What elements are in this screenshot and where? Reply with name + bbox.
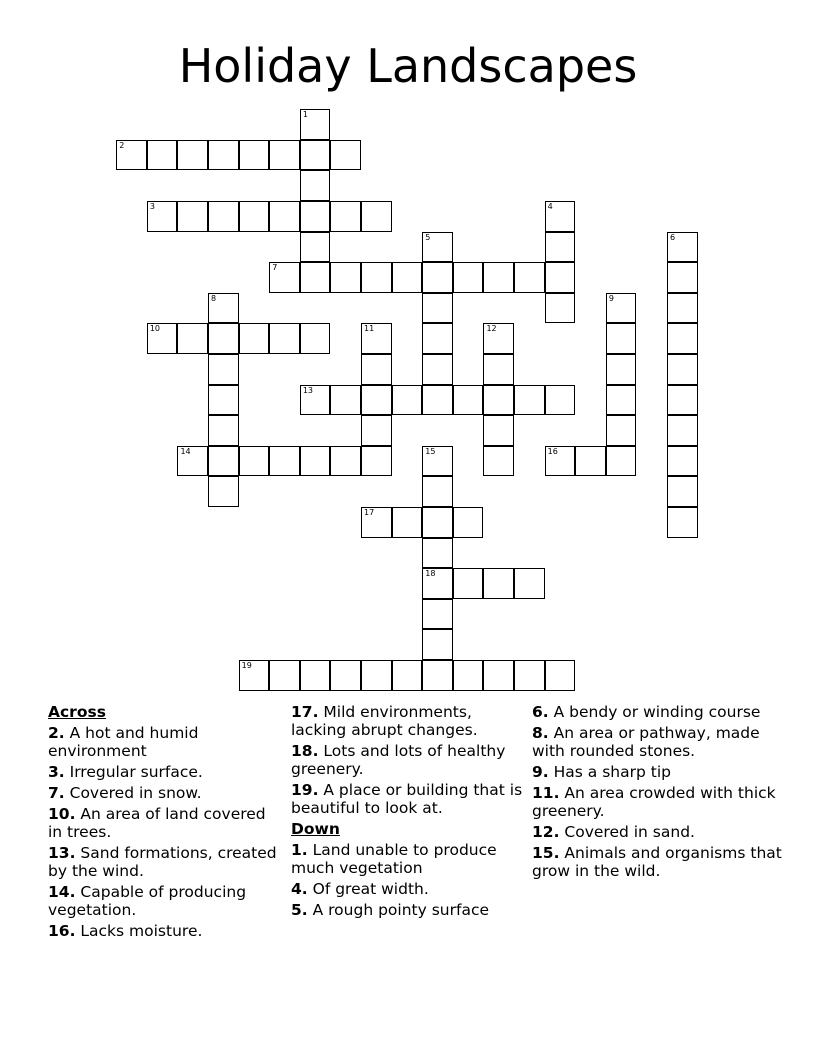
clue-number: 16 (547, 446, 558, 456)
clues-column-2 (291, 703, 531, 922)
grid-cell[interactable] (300, 385, 331, 416)
grid-cell[interactable] (330, 446, 361, 477)
clue-down-item (532, 763, 782, 781)
clue-across-item (291, 742, 531, 778)
grid-cell[interactable] (330, 660, 361, 691)
clue-across-item (48, 763, 283, 781)
grid-cell[interactable] (422, 354, 453, 385)
clue-number: 13 (302, 385, 314, 395)
clue-number: 16. (48, 922, 76, 940)
clue-number: 3. (48, 763, 65, 781)
clue-down-item (532, 784, 782, 820)
clue-text: Has a sharp tip (553, 763, 671, 781)
clue-number: 19 (241, 661, 252, 671)
grid-cell[interactable] (392, 660, 423, 691)
clue-number: 1. (291, 841, 308, 859)
grid-cell[interactable] (422, 660, 453, 691)
clue-text: Lacks moisture. (80, 922, 203, 940)
clue-text: Land unable to produce much vegetation (291, 841, 497, 877)
puzzle-title: Holiday Landscapes (178, 39, 638, 93)
clue-number: 8. (532, 724, 549, 742)
grid-cell[interactable] (208, 415, 239, 446)
grid-cell[interactable] (239, 446, 270, 477)
clue-text: A place or building that is beautiful to look at. (291, 781, 523, 817)
clue-text: A hot and humid environment (48, 724, 199, 760)
clue-down-item (532, 703, 782, 721)
grid-cell[interactable] (667, 293, 698, 324)
clue-number: 7 (272, 263, 278, 273)
clue-text: A bendy or winding course (553, 703, 761, 721)
grid-cell[interactable] (239, 660, 270, 691)
clue-number: 14 (180, 446, 191, 456)
grid-cell[interactable] (575, 446, 606, 477)
grid-cell[interactable] (483, 415, 514, 446)
grid-cell[interactable] (208, 201, 239, 232)
grid-cell[interactable] (667, 507, 698, 538)
clue-text: Covered in snow. (69, 784, 202, 802)
clue-number: 18 (425, 569, 436, 579)
grid-cell[interactable] (208, 446, 239, 477)
clue-down-item (532, 724, 782, 760)
clue-text: Capable of producing vegetation. (48, 883, 247, 919)
clue-number: 7. (48, 784, 65, 802)
grid-cell[interactable] (514, 568, 545, 599)
grid-cell[interactable] (330, 140, 361, 171)
grid-cell[interactable] (483, 660, 514, 691)
grid-cell[interactable] (239, 323, 270, 354)
grid-cell[interactable] (392, 385, 423, 416)
grid-cell[interactable] (606, 415, 637, 446)
across-header: Across (48, 703, 106, 721)
grid-cell[interactable] (330, 385, 361, 416)
grid-cell[interactable] (361, 507, 392, 538)
clue-number: 1 (302, 110, 308, 120)
grid-cell[interactable] (361, 201, 392, 232)
clue-number: 11. (532, 784, 560, 802)
grid-cell[interactable] (361, 660, 392, 691)
clue-text: Lots and lots of healthy greenery. (291, 742, 506, 778)
grid-cell[interactable] (300, 446, 331, 477)
grid-cell[interactable] (361, 323, 392, 354)
grid-cell[interactable] (422, 293, 453, 324)
clue-across-item (291, 703, 531, 739)
grid-cell[interactable] (208, 293, 239, 324)
clue-number: 4 (547, 202, 553, 212)
grid-cell[interactable] (422, 232, 453, 263)
clue-text: An area of land covered in trees. (48, 805, 266, 841)
clue-number: 6 (670, 232, 676, 242)
grid-cell[interactable] (177, 446, 208, 477)
grid-cell[interactable] (422, 446, 453, 477)
grid-cell[interactable] (514, 660, 545, 691)
grid-cell[interactable] (667, 415, 698, 446)
grid-cell[interactable] (392, 507, 423, 538)
grid-cell[interactable] (269, 660, 300, 691)
grid-cell[interactable] (208, 323, 239, 354)
clue-number: 19. (291, 781, 319, 799)
grid-cell[interactable] (453, 507, 484, 538)
grid-cell[interactable] (300, 109, 331, 140)
grid-cell[interactable] (483, 262, 514, 293)
grid-cell[interactable] (545, 201, 576, 232)
clue-number: 12 (486, 324, 497, 334)
grid-cell[interactable] (361, 415, 392, 446)
clue-text: A rough pointy surface (312, 901, 489, 919)
grid-cell[interactable] (300, 232, 331, 263)
grid-cell[interactable] (422, 323, 453, 354)
clue-down-item (532, 823, 782, 841)
grid-cell[interactable] (422, 568, 453, 599)
grid-cell[interactable] (361, 385, 392, 416)
clue-text: Mild environments, lacking abrupt changes. (291, 703, 478, 739)
clue-number: 10 (149, 324, 161, 334)
grid-cell[interactable] (545, 660, 576, 691)
clue-across-item (48, 922, 283, 940)
grid-cell[interactable] (147, 140, 178, 171)
clue-number: 5. (291, 901, 308, 919)
grid-cell[interactable] (606, 323, 637, 354)
grid-cell[interactable] (208, 140, 239, 171)
grid-cell[interactable] (177, 323, 208, 354)
grid-cell[interactable] (239, 140, 270, 171)
clue-number: 14. (48, 883, 76, 901)
clue-text: Covered in sand. (564, 823, 695, 841)
grid-cell[interactable] (514, 262, 545, 293)
clue-number: 11 (364, 324, 375, 334)
grid-cell[interactable] (667, 385, 698, 416)
grid-cell[interactable] (422, 599, 453, 630)
grid-cell[interactable] (483, 323, 514, 354)
clue-across-item (48, 805, 283, 841)
grid-cell[interactable] (453, 660, 484, 691)
clues-column-3 (532, 703, 782, 883)
grid-cell[interactable] (300, 660, 331, 691)
clue-number: 10. (48, 805, 76, 823)
clue-number: 4. (291, 880, 308, 898)
grid-cell[interactable] (269, 140, 300, 171)
grid-cell[interactable] (269, 323, 300, 354)
grid-cell[interactable] (667, 232, 698, 263)
grid-cell[interactable] (667, 354, 698, 385)
clue-across-item (48, 883, 283, 919)
clue-text: An area or pathway, made with rounded stones. (532, 724, 760, 760)
clue-across-item (48, 844, 283, 880)
grid-cell[interactable] (514, 385, 545, 416)
clue-number: 18. (291, 742, 319, 760)
clue-number: 2 (119, 140, 125, 150)
down-header: Down (291, 820, 340, 838)
clue-number: 9 (608, 293, 614, 303)
clue-across-item (48, 784, 283, 802)
clue-number: 6. (532, 703, 549, 721)
grid-cell[interactable] (330, 201, 361, 232)
grid-cell[interactable] (545, 262, 576, 293)
clue-number: 9. (532, 763, 549, 781)
grid-cell[interactable] (422, 262, 453, 293)
grid-cell[interactable] (422, 538, 453, 569)
grid-cell[interactable] (269, 262, 300, 293)
grid-cell[interactable] (300, 170, 331, 201)
clue-text: Animals and organisms that grow in the wild. (532, 844, 782, 880)
grid-cell[interactable] (208, 354, 239, 385)
grid-cell[interactable] (147, 323, 178, 354)
grid-cell[interactable] (300, 262, 331, 293)
clue-text: An area crowded with thick greenery. (532, 784, 776, 820)
grid-cell[interactable] (422, 629, 453, 660)
clue-down-item (291, 880, 531, 898)
grid-cell[interactable] (453, 262, 484, 293)
grid-cell[interactable] (483, 385, 514, 416)
grid-cell[interactable] (606, 354, 637, 385)
grid-cell[interactable] (545, 385, 576, 416)
grid-cell[interactable] (483, 568, 514, 599)
grid-cell[interactable] (361, 446, 392, 477)
grid-cell[interactable] (147, 201, 178, 232)
grid-cell[interactable] (208, 385, 239, 416)
clue-number: 15. (532, 844, 560, 862)
clue-text: Of great width. (312, 880, 429, 898)
grid-cell[interactable] (361, 354, 392, 385)
grid-cell[interactable] (300, 140, 331, 171)
grid-cell[interactable] (239, 201, 270, 232)
grid-cell[interactable] (606, 293, 637, 324)
grid-cell[interactable] (483, 354, 514, 385)
grid-cell[interactable] (453, 385, 484, 416)
grid-cell[interactable] (269, 201, 300, 232)
clue-number: 13. (48, 844, 76, 862)
grid-cell[interactable] (177, 140, 208, 171)
grid-cell[interactable] (545, 293, 576, 324)
grid-cell[interactable] (269, 446, 300, 477)
grid-cell[interactable] (667, 476, 698, 507)
clue-number: 5 (425, 232, 431, 242)
clue-across-item (48, 724, 283, 760)
clue-down-item (532, 844, 782, 880)
grid-cell[interactable] (422, 507, 453, 538)
grid-cell[interactable] (545, 446, 576, 477)
clue-number: 17. (291, 703, 319, 721)
grid-cell[interactable] (177, 201, 208, 232)
clue-number: 17 (364, 508, 375, 518)
clue-number: 8 (211, 293, 217, 303)
clue-number: 3 (149, 202, 155, 212)
grid-cell[interactable] (422, 476, 453, 507)
grid-cell[interactable] (453, 568, 484, 599)
grid-cell[interactable] (606, 385, 637, 416)
clue-text: Sand formations, created by the wind. (48, 844, 277, 880)
grid-cell[interactable] (667, 323, 698, 354)
grid-cell[interactable] (667, 262, 698, 293)
clue-number: 2. (48, 724, 65, 742)
clues-column-1 (48, 703, 283, 943)
grid-cell[interactable] (330, 262, 361, 293)
clue-down-item (291, 901, 531, 919)
clue-down-item (291, 841, 531, 877)
grid-cell[interactable] (606, 446, 637, 477)
grid-cell[interactable] (208, 476, 239, 507)
grid-cell[interactable] (116, 140, 147, 171)
grid-cell[interactable] (422, 385, 453, 416)
grid-cell[interactable] (667, 446, 698, 477)
clue-number: 15 (425, 446, 436, 456)
clue-text: Irregular surface. (69, 763, 203, 781)
grid-cell[interactable] (392, 262, 423, 293)
grid-cell[interactable] (545, 232, 576, 263)
grid-cell[interactable] (300, 323, 331, 354)
grid-cell[interactable] (483, 446, 514, 477)
grid-cell[interactable] (300, 201, 331, 232)
grid-cell[interactable] (361, 262, 392, 293)
clue-across-item (291, 781, 531, 817)
clue-number: 12. (532, 823, 560, 841)
